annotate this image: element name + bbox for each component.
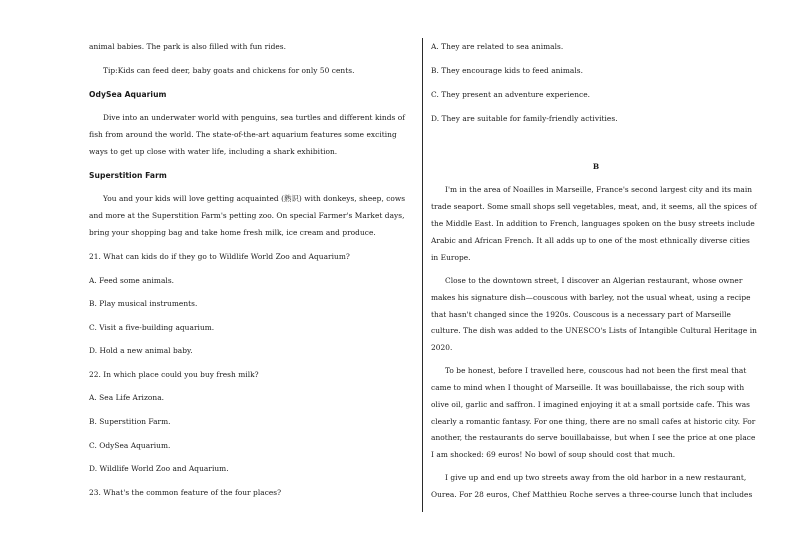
text-line: clearly a romantic fantasy. For one thing, there are no small cafes at historic city. For (431, 417, 756, 426)
text-line: 22. In which place could you buy fresh milk? (89, 370, 259, 379)
text-line: fish from around the world. The state-of-the-art aquarium features some exciting (89, 130, 397, 139)
text-line: that hasn't changed since the 1920s. Couscous is a necessary part of Marseille (431, 310, 731, 319)
text-line: trade seaport. Some small shops sell vegetables, meat, and, it seems, all the spices of (431, 202, 757, 211)
text-line: Ourea. For 28 euros, Chef Matthieu Roche serves a three-course lunch that includes (431, 490, 753, 499)
text-line: I'm in the area of Noailles in Marseille, France's second largest city and its main (445, 185, 753, 194)
text-line: C. They present an adventure experience. (431, 90, 591, 99)
text-line: A. Sea Life Arizona. (89, 393, 165, 402)
text-line: another, the restaurants do serve bouillabaisse, but when I see the price at one place (431, 433, 756, 442)
section-heading: Superstition Farm (89, 171, 167, 180)
text-line: olive oil, garlic and saffron. I imagined enjoying it at a small portside cafe. This was (431, 400, 751, 409)
text-line: makes his signature dish—couscous with barley, not the usual wheat, using a recipe (431, 293, 751, 302)
text-line: To be honest, before I travelled here, couscous had not been the first meal that (445, 366, 747, 375)
text-line: 21. What can kids do if they go to Wildlife World Zoo and Aquarium? (89, 252, 350, 261)
text-line: C. Visit a five-building aquarium. (89, 323, 215, 332)
text-line: B. Play musical instruments. (89, 299, 198, 308)
section-heading: OdySea Aquarium (89, 90, 167, 99)
text-line: C. OdySea Aquarium. (89, 441, 171, 450)
column-divider (422, 38, 423, 512)
text-line: A. Feed some animals. (89, 276, 175, 285)
text-line: You and your kids will love getting acquainted (熟识) with donkeys, sheep, cows (103, 194, 406, 203)
text-line: 23. What's the common feature of the four places? (89, 488, 282, 497)
text-line: Dive into an underwater world with penguins, sea turtles and different kinds of (103, 113, 406, 122)
text-line: ways to get up close with water life, including a shark exhibition. (89, 147, 338, 156)
text-line: the Middle East. In addition to French, languages spoken on the busy streets include (431, 219, 755, 228)
text-line: D. Wildlife World Zoo and Aquarium. (89, 464, 229, 473)
text-line: I am shocked: 69 euros! No bowl of soup should cost that much. (431, 450, 676, 459)
text-line: B. They encourage kids to feed animals. (431, 66, 584, 75)
text-line: 2020. (431, 343, 453, 352)
text-line: Close to the downtown street, I discover an Algerian restaurant, whose owner (445, 276, 743, 285)
text-line: B. Superstition Farm. (89, 417, 171, 426)
text-line: D. They are suitable for family-friendly activities. (431, 114, 618, 123)
text-line: A. They are related to sea animals. (431, 42, 564, 51)
text-line: culture. The dish was added to the UNESCO's Lists of Intangible Cultural Heritage in (431, 326, 757, 335)
text-line: and more at the Superstition Farm's petting zoo. On special Farmer's Market days, (89, 211, 405, 220)
text-line: D. Hold a new animal baby. (89, 346, 193, 355)
text-line: animal babies. The park is also filled with fun rides. (89, 42, 287, 51)
text-line: bring your shopping bag and take home fresh milk, ice cream and produce. (89, 228, 376, 237)
text-line: Arabic and African French. It all adds up to one of the most ethnically diverse cities (431, 236, 750, 245)
text-line: came to mind when I thought of Marseille. It was bouillabaisse, the rich soup with (431, 383, 745, 392)
text-line: in Europe. (431, 253, 471, 262)
text-line: Tip:Kids can feed deer, baby goats and chickens for only 50 cents. (103, 66, 355, 75)
text-line: I give up and end up two streets away from the old harbor in a new restaurant, (445, 473, 747, 482)
passage-label: B (592, 162, 600, 171)
